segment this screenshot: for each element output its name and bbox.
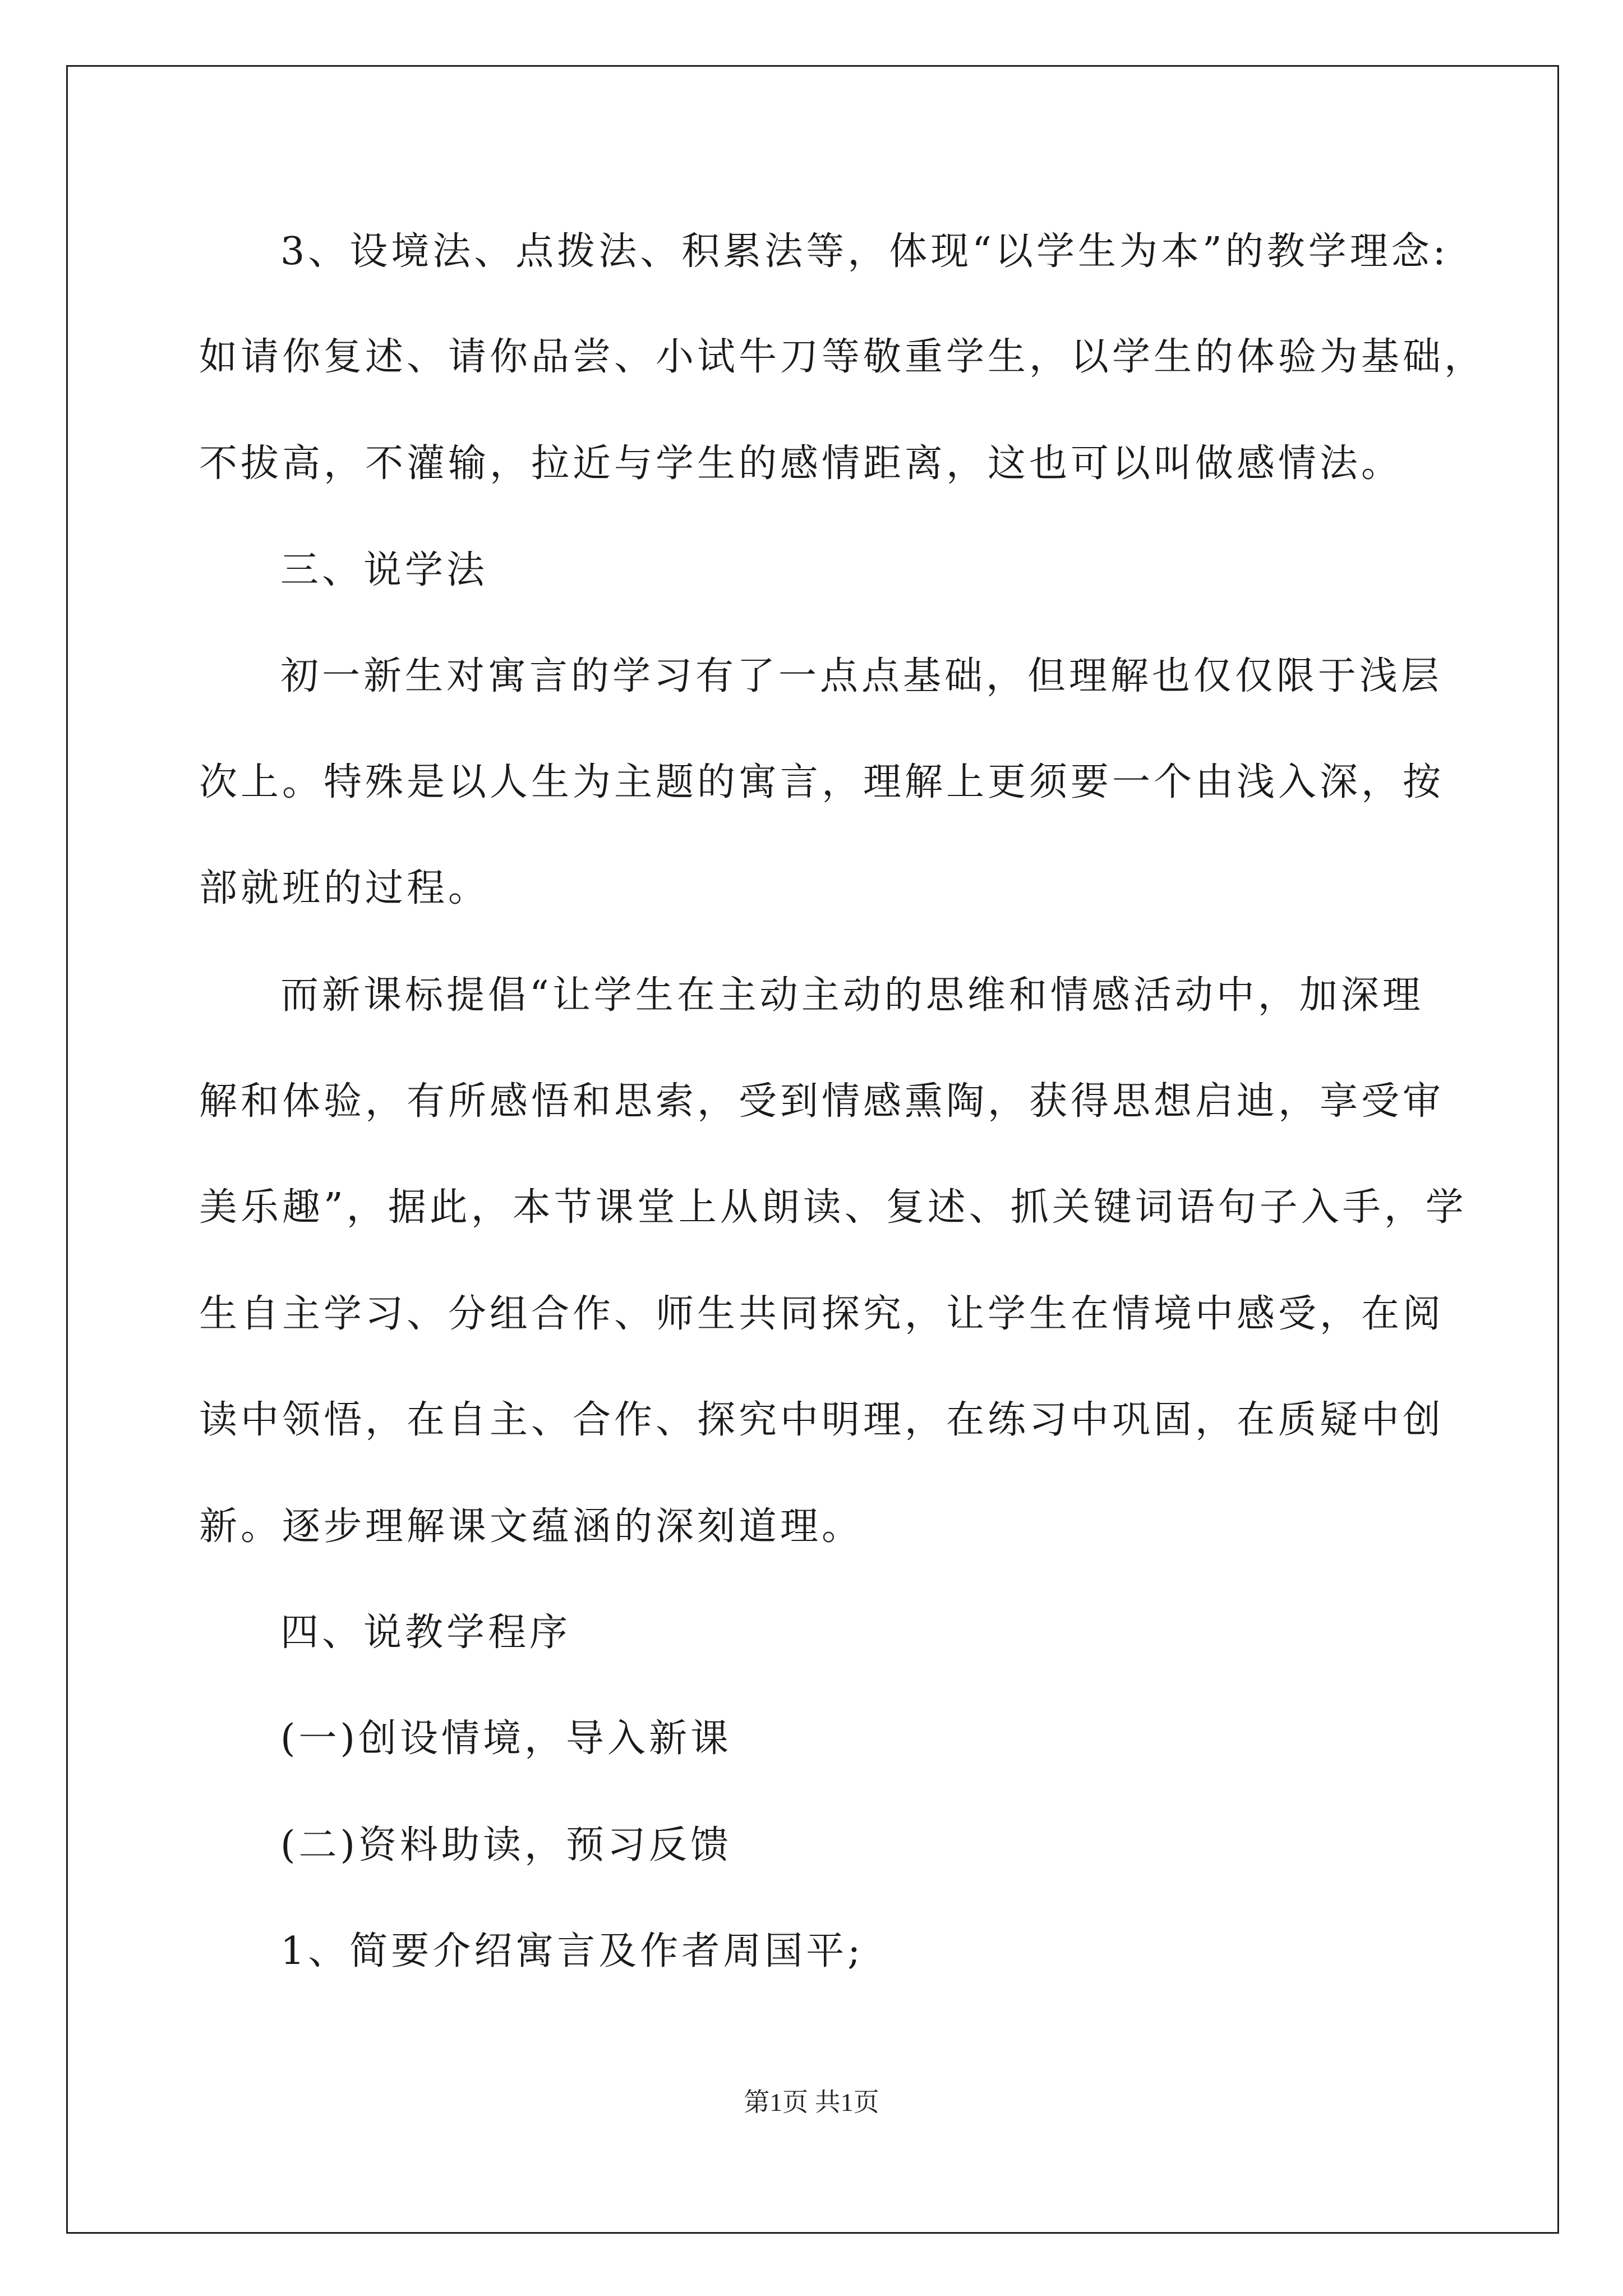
paragraph-line: 3、设境法、点拨法、积累法等，体现“以学生为本”的教学理念: xyxy=(280,229,1449,274)
subsection-heading: (二)资料助读，预习反馈 xyxy=(280,1823,732,1867)
paragraph-line: 新。逐步理解课文蕴涵的深刻道理。 xyxy=(199,1504,864,1549)
section-heading: 四、说教学程序 xyxy=(280,1611,571,1655)
paragraph-line: 解和体验，有所感悟和思索，受到情感熏陶，获得思想启迪，享受审 xyxy=(199,1079,1445,1124)
paragraph-line: 生自主学习、分组合作、师生共同探究，让学生在情境中感受，在阅 xyxy=(199,1292,1445,1336)
paragraph-line: 不拔高，不灌输，拉近与学生的感情距离，这也可以叫做感情法。 xyxy=(199,441,1403,486)
paragraph-line: 美乐趣”，据此，本节课堂上从朗读、复述、抓关键词语句子入手，学 xyxy=(199,1185,1467,1230)
page-border xyxy=(66,65,1559,2234)
list-item: 1、简要介绍寓言及作者周国平; xyxy=(280,1929,864,1973)
paragraph-line: 读中领悟，在自主、合作、探究中明理，在练习中巩固，在质疑中创 xyxy=(199,1398,1445,1442)
page-footer: 第1页 共1页 xyxy=(744,2088,879,2116)
paragraph-line: 而新课标提倡“让学生在主动主动的思维和情感活动中，加深理 xyxy=(280,973,1424,1018)
paragraph-line: 部就班的过程。 xyxy=(199,866,490,910)
paragraph-line: 次上。特殊是以人生为主题的寓言，理解上更须要一个由浅入深，按 xyxy=(199,760,1445,804)
subsection-heading: (一)创设情境，导入新课 xyxy=(280,1717,732,1761)
paragraph-line: 如请你复述、请你品尝、小试牛刀等敬重学生，以学生的体验为基础， xyxy=(199,335,1486,379)
paragraph-line: 初一新生对寓言的学习有了一点点基础，但理解也仅仅限于浅层 xyxy=(280,654,1443,698)
section-heading: 三、说学法 xyxy=(280,548,488,592)
